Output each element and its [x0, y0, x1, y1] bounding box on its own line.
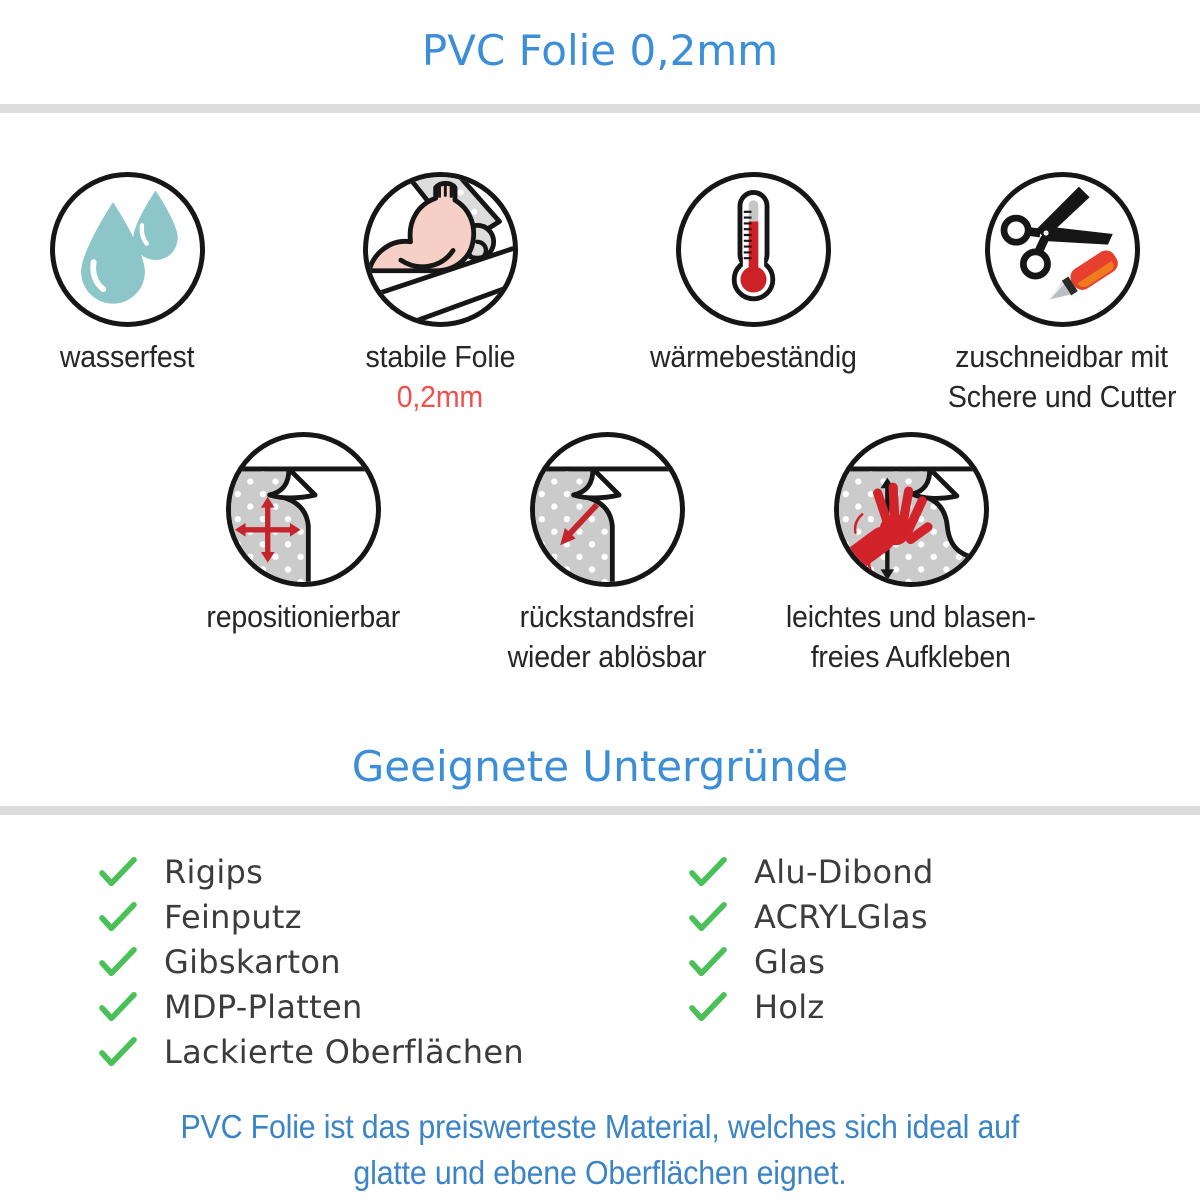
- check-icon: [688, 856, 728, 888]
- list-item: [98, 1033, 524, 1071]
- check-icon: [98, 946, 138, 978]
- list-item: [98, 943, 524, 981]
- feature-circle: [985, 172, 1140, 327]
- surface-label: Lackierte Oberflächen: [164, 1033, 524, 1071]
- page-title: PVC Folie 0,2mm: [421, 26, 779, 75]
- feature-stable-film: [290, 172, 590, 416]
- thermometer-icon: [681, 177, 826, 322]
- footer-line-2: glatte und ebene Oberflächen eignet.: [353, 1153, 847, 1191]
- list-item: [98, 853, 524, 891]
- feature-residue-free: [457, 432, 757, 676]
- feature-circle: [226, 432, 381, 587]
- surface-label: Rigips: [164, 853, 264, 891]
- surface-label: Holz: [754, 988, 825, 1026]
- surfaces-heading: Geeignete Untergründe: [351, 742, 849, 791]
- check-icon: [688, 901, 728, 933]
- footer-note: [0, 1104, 1200, 1195]
- list-item: [98, 898, 524, 936]
- check-icon: [688, 946, 728, 978]
- surface-label: Gibskarton: [164, 943, 341, 981]
- scissors-cutter-icon: [990, 177, 1135, 322]
- footer-line-1: PVC Folie ist das preiswerteste Material, welches sich ideal auf: [180, 1108, 1020, 1145]
- check-icon: [98, 1036, 138, 1068]
- check-icon: [98, 901, 138, 933]
- surface-label: MDP-Platten: [164, 988, 363, 1026]
- surface-label: Feinputz: [164, 898, 302, 936]
- peel-off-film-icon: [535, 437, 680, 582]
- water-drops-icon: [55, 177, 200, 322]
- feature-label: zuschneidbar mit Schere und Cutter: [947, 339, 1177, 414]
- surface-label: Glas: [754, 943, 826, 981]
- feature-circle: [530, 432, 685, 587]
- list-item: [688, 988, 934, 1026]
- feature-label: rückstandsfrei wieder ablösbar: [507, 599, 707, 674]
- feature-cuttable: [912, 172, 1200, 416]
- feature-waterproof: [0, 172, 277, 377]
- reposition-film-icon: [231, 437, 376, 582]
- feature-circle: [676, 172, 831, 327]
- feature-circle: [50, 172, 205, 327]
- check-icon: [688, 991, 728, 1023]
- hand-smoothing-icon: [839, 437, 984, 582]
- surfaces-list-left: [98, 853, 524, 1078]
- surfaces-list-right: [688, 853, 934, 1033]
- list-item: [688, 943, 934, 981]
- feature-label: leichtes und blasen- freies Aufkleben: [785, 599, 1036, 674]
- muscle-film-icon: [368, 177, 513, 322]
- surface-label: Alu-Dibond: [754, 853, 934, 891]
- list-item: [98, 988, 524, 1026]
- feature-label: wasserfest: [59, 339, 195, 374]
- check-icon: [98, 856, 138, 888]
- feature-label: stabile Folie 0,2mm: [365, 339, 515, 414]
- surface-label: ACRYLGlas: [754, 898, 928, 936]
- feature-label: repositionierbar: [206, 599, 400, 634]
- feature-bubble-free: [761, 432, 1061, 676]
- feature-heat-resistant: [603, 172, 903, 377]
- list-item: [688, 898, 934, 936]
- feature-repositionable: [153, 432, 453, 637]
- feature-circle: [363, 172, 518, 327]
- feature-circle: [834, 432, 989, 587]
- list-item: [688, 853, 934, 891]
- divider-top: [0, 104, 1200, 113]
- divider-bottom: [0, 806, 1200, 815]
- feature-label: wärmebeständig: [649, 339, 857, 374]
- check-icon: [98, 991, 138, 1023]
